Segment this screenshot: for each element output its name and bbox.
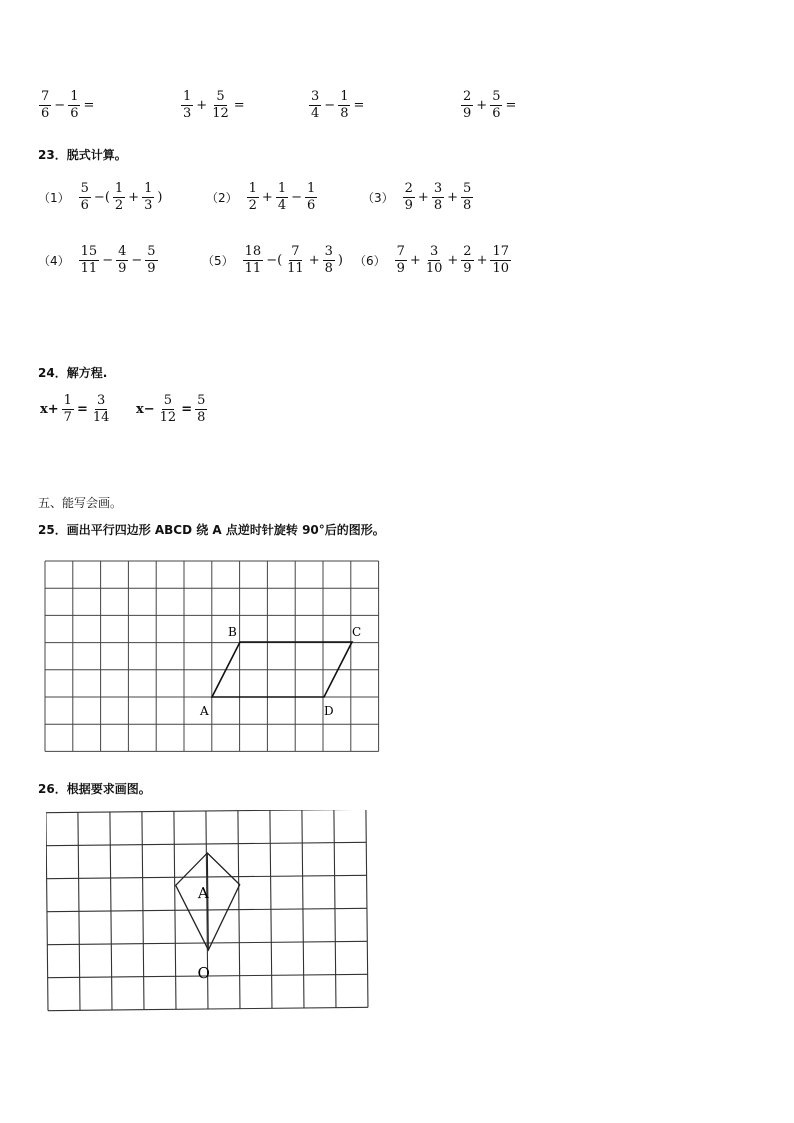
fraction: [432, 182, 444, 212]
row1-expr-4: [460, 90, 518, 120]
point-label-b: B: [228, 625, 237, 639]
numerator: 7: [41, 89, 50, 104]
row1-expr-2: [180, 90, 247, 120]
numerator: 1: [248, 181, 257, 196]
fraction: [285, 245, 306, 275]
point-label-a: A: [200, 704, 209, 718]
fraction: [79, 245, 100, 275]
operator: +: [261, 189, 273, 205]
point-label-c: C: [352, 625, 362, 639]
numerator: 3: [324, 244, 333, 259]
numerator: 7: [291, 244, 300, 259]
q26-grid-figure: [46, 810, 370, 1022]
denominator: 9: [463, 260, 472, 276]
item-label: （3）: [362, 190, 394, 205]
operator: −: [131, 252, 143, 268]
operator: −(: [93, 189, 110, 205]
denominator: 8: [340, 105, 349, 121]
operator: =: [233, 97, 245, 113]
q23-item-5: [202, 245, 345, 275]
denominator: 2: [248, 197, 257, 213]
q24-eq-1: [38, 394, 112, 424]
operator: =: [181, 401, 193, 417]
operator: +: [409, 252, 421, 268]
q23-item-1: [38, 182, 164, 212]
q25-title: 25．画出平行四边形 ABCD 绕 A 点逆时针旋转 90°后的图形。: [38, 523, 385, 537]
item-label: （6）: [354, 253, 386, 268]
fraction: [338, 90, 350, 120]
q24-title: 24．解方程.: [38, 366, 108, 380]
denominator: 4: [311, 105, 320, 121]
fraction: [276, 182, 288, 212]
denominator: 3: [144, 197, 153, 213]
numerator: 15: [80, 244, 98, 259]
fraction: [91, 394, 112, 424]
operator: −(: [266, 252, 283, 268]
fraction: [113, 182, 125, 212]
operator: +: [128, 189, 140, 205]
fraction: [247, 182, 259, 212]
operator: +: [476, 97, 488, 113]
denominator: 7: [63, 409, 72, 425]
item-label: （1）: [38, 190, 70, 205]
denominator: 11: [287, 260, 304, 276]
numerator: 5: [163, 393, 173, 408]
row1-expr-1: [38, 90, 96, 120]
fraction: [142, 182, 154, 212]
q23-item-4: [38, 245, 159, 275]
q25-grid-figure: [44, 560, 380, 752]
q23-item-3: [362, 182, 474, 212]
fraction: [323, 245, 335, 275]
fraction: [461, 245, 473, 275]
operator: ): [157, 189, 163, 205]
numerator: 3: [311, 89, 320, 104]
operator: =: [76, 401, 88, 417]
operator: −: [54, 97, 66, 113]
denominator: 9: [118, 260, 127, 276]
denominator: 6: [80, 197, 89, 213]
item-label: （4）: [38, 253, 70, 268]
numerator: 7: [396, 244, 405, 259]
fraction: [403, 182, 415, 212]
fraction: [210, 90, 231, 120]
numerator: 5: [147, 244, 156, 259]
operator: =: [505, 97, 517, 113]
q25-grid: [45, 561, 379, 751]
denominator: 11: [80, 260, 98, 276]
fraction: [39, 90, 51, 120]
denominator: 8: [433, 197, 443, 213]
fraction: [68, 90, 80, 120]
numerator: 2: [463, 244, 472, 259]
operator: −: [102, 252, 114, 268]
fraction: [461, 90, 473, 120]
numerator: 1: [114, 181, 124, 196]
operator: +: [308, 252, 320, 268]
fraction: [395, 245, 407, 275]
fraction: [79, 182, 91, 212]
fraction: [309, 90, 321, 120]
q23-item-6: [354, 245, 512, 275]
denominator: 6: [41, 105, 50, 121]
q26-title: 26．根据要求画图。: [38, 782, 151, 796]
numerator: 1: [70, 89, 79, 104]
denominator: 12: [212, 105, 229, 121]
fraction: [195, 394, 207, 424]
fraction: [424, 245, 445, 275]
fraction: [305, 182, 317, 212]
operator: x−: [136, 401, 155, 417]
fraction: [158, 394, 179, 424]
numerator: 2: [404, 181, 413, 196]
denominator: 9: [463, 105, 472, 121]
numerator: 1: [183, 89, 192, 104]
denominator: 6: [307, 197, 316, 213]
fraction: [181, 90, 193, 120]
fraction: [62, 394, 74, 424]
fraction: [490, 245, 511, 275]
q23-item-2: [206, 182, 318, 212]
numerator: 17: [492, 244, 510, 259]
denominator: 8: [197, 409, 206, 425]
numerator: 1: [277, 181, 287, 196]
denominator: 9: [404, 197, 413, 213]
q24-eq-2: [134, 394, 208, 424]
numerator: 5: [197, 393, 206, 408]
numerator: 5: [80, 181, 89, 196]
operator: −: [324, 97, 336, 113]
fraction: [461, 182, 473, 212]
item-label: （5）: [202, 253, 234, 268]
operator: +: [447, 252, 459, 268]
numerator: 3: [429, 244, 439, 259]
point-label-d: D: [324, 704, 334, 718]
numerator: 2: [463, 89, 472, 104]
denominator: 8: [463, 197, 472, 213]
denominator: 4: [277, 197, 287, 213]
denominator: 6: [70, 105, 79, 121]
denominator: 9: [147, 260, 156, 276]
numerator: 5: [216, 89, 225, 104]
denominator: 10: [425, 260, 443, 276]
operator: +: [476, 252, 488, 268]
section5-title: 五、能写会画。: [38, 496, 123, 510]
denominator: 14: [92, 409, 110, 425]
operator: ): [337, 252, 343, 268]
numerator: 4: [118, 244, 127, 259]
numerator: 18: [244, 244, 262, 259]
numerator: 1: [63, 393, 72, 408]
operator: =: [353, 97, 365, 113]
operator: =: [83, 97, 95, 113]
fraction: [116, 245, 128, 275]
operator: x+: [40, 401, 59, 417]
row1-expr-3: [308, 90, 366, 120]
fraction: [490, 90, 502, 120]
operator: −: [291, 189, 303, 205]
numerator: 5: [492, 89, 501, 104]
numerator: 1: [340, 89, 349, 104]
numerator: 1: [307, 181, 316, 196]
numerator: 5: [463, 181, 472, 196]
denominator: 2: [114, 197, 124, 213]
denominator: 6: [492, 105, 501, 121]
denominator: 9: [396, 260, 405, 276]
denominator: 8: [324, 260, 333, 276]
numerator: 3: [433, 181, 443, 196]
fraction: [243, 245, 264, 275]
denominator: 11: [244, 260, 262, 276]
operator: +: [196, 97, 208, 113]
q23-title: 23．脱式计算。: [38, 148, 127, 162]
point-label-a: A: [197, 883, 209, 903]
item-label: （2）: [206, 190, 238, 205]
operator: +: [447, 189, 459, 205]
point-label-o: O: [197, 963, 211, 983]
fraction: [145, 245, 157, 275]
denominator: 10: [492, 260, 510, 276]
denominator: 3: [183, 105, 192, 121]
numerator: 1: [144, 181, 153, 196]
operator: +: [417, 189, 429, 205]
denominator: 12: [159, 409, 177, 425]
numerator: 3: [96, 393, 106, 408]
